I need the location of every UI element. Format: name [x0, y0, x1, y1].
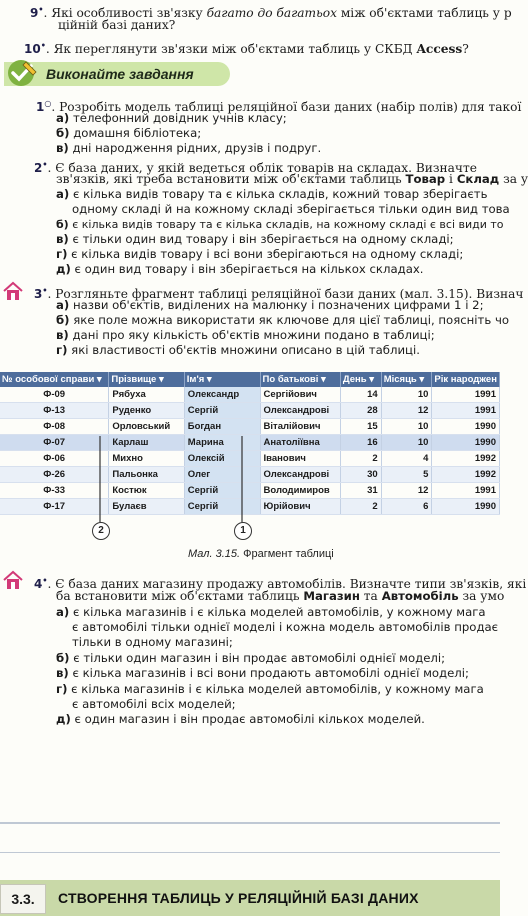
- task-4-item: а) є кілька магазинів і є кілька моделей автомобілів, у кожному мага: [56, 605, 486, 619]
- marker-2: 2: [92, 522, 110, 540]
- task-4-item: є автомобілі всіх моделей;: [72, 697, 236, 711]
- table-row[interactable]: Ф-26 Пальонка Олег Олександрові 30 5 1992: [0, 467, 500, 483]
- banner-title: Виконайте завдання: [46, 66, 194, 82]
- home-task-icon: [2, 281, 24, 301]
- section-title: СТВОРЕННЯ ТАБЛИЦЬ У РЕЛЯЦІЙНІЙ БАЗІ ДАНИХ: [58, 890, 419, 906]
- question-10: 10•. Як переглянути зв'язки між об'єктами таблиць у СКБД Access?: [24, 40, 469, 57]
- task-2-item: г) є кілька видів товару і всі вони зберігаються на одному складі;: [56, 247, 464, 261]
- page-divider: [0, 852, 500, 853]
- task-2-item: в) є тільки один вид товару і він зберігається на одному складі;: [56, 232, 454, 246]
- column-header[interactable]: Прізвище ▾: [109, 372, 184, 387]
- task-3: 3•. Розгляньте фрагмент таблиці реляційної бази даних (мал. 3.15). Визнач: [34, 285, 524, 302]
- table-row[interactable]: Ф-13 Руденко Сергій Олександрові 28 12 1991: [0, 403, 500, 419]
- column-header[interactable]: Місяць ▾: [381, 372, 432, 387]
- task-2-item: одному складі й на кожному складі зберігається тільки один вид това: [72, 202, 510, 216]
- task-4: 4•. Є база даних магазину продажу автомобілів. Визначте типи зв'язків, які: [34, 575, 527, 592]
- task-2-item: д) є один вид товару і він зберігається на кількох складах.: [56, 262, 424, 276]
- table-row[interactable]: Ф-33 Костюк Сергій Володимиров 31 12 1991: [0, 483, 500, 499]
- task-1-item: а) телефонний довідник учнів класу;: [56, 111, 287, 125]
- column-header[interactable]: День ▾: [340, 372, 381, 387]
- table-row[interactable]: Ф-09 Рябуха Олександр Сергійович 14 10 1991: [0, 387, 500, 403]
- task-4-item: є автомобілі тільки однієї моделі і кожна модель автомобілів продає: [72, 620, 499, 634]
- task-4-item: д) є один магазин і він продає автомобілі кількох моделей.: [56, 712, 425, 726]
- table-row[interactable]: Ф-17 Булаєв Сергій Юрійович 2 6 1990: [0, 499, 500, 515]
- figure-caption: Мал. 3.15. Фрагмент таблиці: [188, 548, 334, 560]
- task-3-item: а) назви об'єктів, виділених на малюнку і позначених цифрами 1 і 2;: [56, 298, 484, 312]
- task-1-item: в) дні народження рідних, друзів і подруг.: [56, 141, 322, 155]
- task-4-item: б) є тільки один магазин і він продає автомобілі однієї моделі;: [56, 651, 446, 665]
- pencil-check-icon: [6, 58, 38, 88]
- task-2-item: а) є кілька видів товару та є кілька складів, кожний товар зберігаєть: [56, 187, 488, 201]
- table-row[interactable]: Ф-08 Орловський Богдан Віталійович 15 10 1990: [0, 419, 500, 435]
- page-divider: [0, 822, 500, 824]
- task-4-item: в) є кілька магазинів і всі вони продають автомобілі однієї моделі;: [56, 666, 469, 680]
- column-header[interactable]: Рік народжен: [432, 372, 500, 387]
- table-row[interactable]: Ф-06 Михно Олексій Іванович 2 4 1992: [0, 451, 500, 467]
- task-3-item: г) які властивості об'єктів множини описано в цій таблиці.: [56, 343, 420, 357]
- task-1-item: б) домашня бібліотека;: [56, 126, 202, 140]
- task-3-item: б) яке поле можна використати як ключове для цієї таблиці, поясніть чо: [56, 313, 510, 327]
- column-header[interactable]: № особової справи ▾: [0, 372, 109, 387]
- marker-1: 1: [234, 522, 252, 540]
- table-row-selected[interactable]: Ф-07 Карлаш Марина Анатоліївна 16 10 1990: [0, 435, 500, 451]
- column-header[interactable]: По батькові ▾: [260, 372, 340, 387]
- task-2: 2•. Є база даних, у якій ведеться облік товарів на складах. Визначте: [34, 159, 477, 176]
- task-4-cont: ба встановити між об'єктами таблиць Магазин та Автомобіль за умо: [56, 589, 505, 603]
- task-4-item: тільки в одному магазині;: [72, 635, 233, 649]
- task-4-item: г) є кілька магазинів і є кілька моделей автомобілів, у кожному мага: [56, 682, 484, 696]
- question-9: 9•. Які особливості зв'язку багато до багатьох між об'єктами таблиць у р: [30, 4, 512, 21]
- task-2-item: б) є кілька видів товару та є кілька складів, на кожному складі є всі види то: [56, 218, 504, 231]
- question-number: 9: [30, 6, 39, 21]
- task-2-cont: зв'язків, які треба встановити між об'єктами таблиць Товар і Склад за у: [56, 172, 528, 186]
- section-number: 3.3.: [0, 884, 46, 914]
- annotation-lines: [0, 372, 500, 532]
- home-task-icon: [2, 570, 24, 590]
- question-9-cont: ційній базі даних?: [58, 18, 176, 32]
- task-3-item: в) дані про яку кількість об'єктів множини подано в таблиці;: [56, 328, 435, 342]
- task-1: 1○. Розробіть модель таблиці реляційної бази даних (набір полів) для такої: [36, 98, 522, 115]
- column-header[interactable]: Ім'я ▾: [184, 372, 260, 387]
